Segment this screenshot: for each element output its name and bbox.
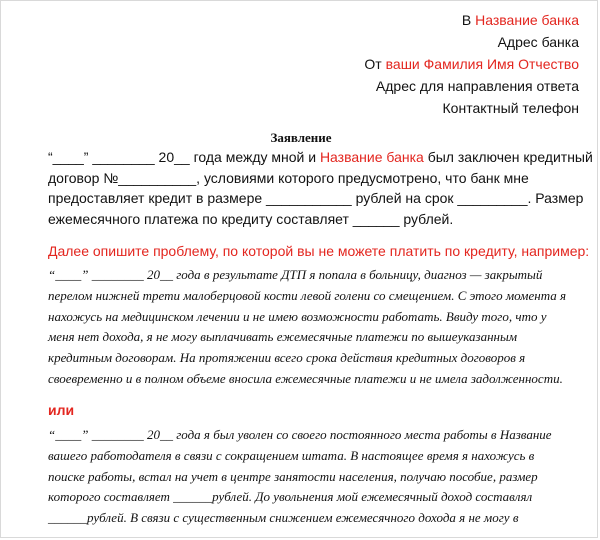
example-line: “____” ________ 20__ года я был уволен со своего постоянного места работы в Название xyxy=(48,427,552,442)
to-bank-line xyxy=(364,9,579,31)
phone-line: Контактный телефон xyxy=(442,100,579,116)
example-paragraph-dismissal xyxy=(48,425,588,529)
intro-paragraph xyxy=(48,147,593,229)
example-line: нахожусь на медицинском лечении и не имею возможности работать. Ввиду того, что у xyxy=(48,308,547,324)
bank-address-line: Адрес банка xyxy=(497,34,579,50)
to-prefix: В xyxy=(461,12,472,28)
example-line: которого составляет ______рублей. До увольнения мой ежемесячный доход составлял xyxy=(48,489,533,505)
example-paragraph-injury xyxy=(48,265,588,390)
example-line: перелом нижней трети малоберцовой кости левой голени со смещением. С этого момента я xyxy=(48,287,567,303)
example-line: своевременно и в полном объеме вносила ежемесячные платежи и не имела задолженности. xyxy=(48,370,563,386)
example-line: “____” ________ 20__ года в результате ДТП я попала в больницу, диагноз — закрытый xyxy=(48,267,543,282)
example-line: вашего работодателя в связи с сокращением штата. В настоящее время я нахожусь в xyxy=(48,447,535,463)
intro-line: договор №__________, условиями которого предусмотрено, что банк мне xyxy=(48,169,529,186)
example-line: поиске работы, встал на учет в центре занятости населения, получаю пособие, размер xyxy=(48,468,538,484)
from-line xyxy=(364,53,579,75)
intro-line xyxy=(48,147,593,168)
intro-bank-name: Название банка xyxy=(319,149,424,165)
document-title: Заявление xyxy=(270,130,332,145)
addressee-block xyxy=(364,9,579,119)
example-line: ______рублей. В связи с существенным снижением ежемесячного дохода я не могу в xyxy=(48,510,519,526)
reply-address-line: Адрес для направления ответа xyxy=(375,78,579,94)
bank-name-placeholder: Название банка xyxy=(475,12,579,28)
intro-line: ежемесячного платежа по кредиту составляет ______ рублей. xyxy=(48,210,454,227)
example-line: кредитным договорам. На протяжении всего срока действия кредитных договоров я xyxy=(48,350,526,366)
instruction-note: Далее опишите проблему, по которой вы не можете платить по кредиту, например: xyxy=(48,243,590,259)
intro-line-start: “____” ________ 20__ года между мной и xyxy=(48,149,317,165)
from-prefix: От xyxy=(364,56,382,72)
intro-line-end: был заключен кредитный xyxy=(427,149,593,165)
full-name-placeholder: ваши Фамилия Имя Отчество xyxy=(385,56,579,72)
intro-line: предоставляет кредит в размере ___________ рублей на срок _________. Размер xyxy=(48,190,584,206)
example-line: меня нет дохода, я не могу выплачивать ежемесячные платежи по вышеуказанным xyxy=(48,329,518,345)
or-separator: или xyxy=(48,402,75,418)
